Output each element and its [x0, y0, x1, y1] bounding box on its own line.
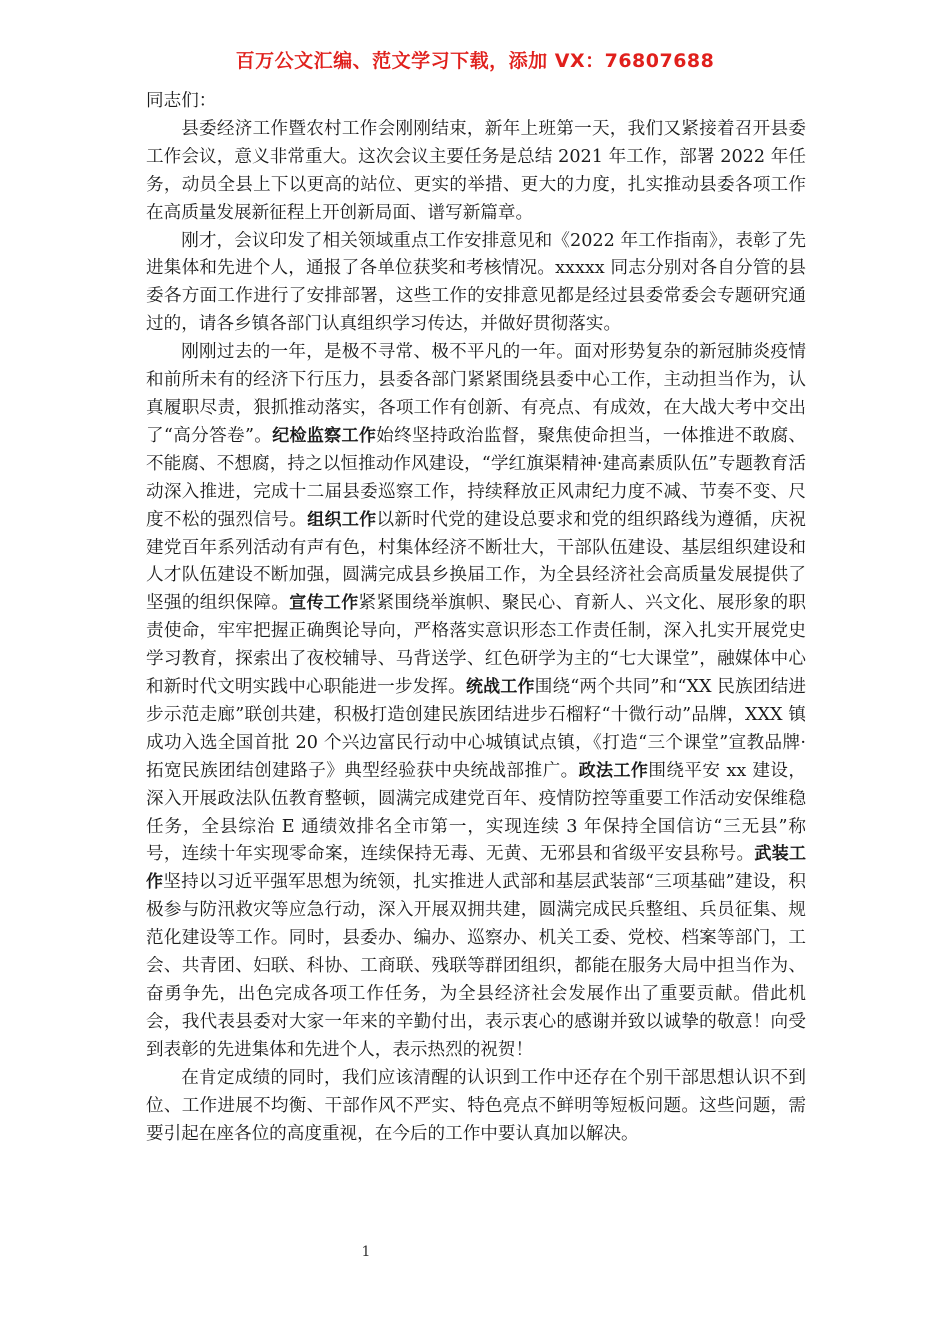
- promo-banner: 百万公文汇编、范文学习下载，添加 VX：76807688: [235, 50, 715, 72]
- paragraph-1: 县委经济工作暨农村工作会刚刚结束，新年上班第一天，我们又紧接着召开县委工作会议，意义非常重大。这次会议主要任务是总结 2021 年工作，部署 2022 年任务，动员全县上下以更高的站位、更实的举措、更大的力度，扎实推动县委各项工作在高质量发展新征程上开创新局面、谱写新篇章。: [146, 118, 806, 223]
- paragraph-3-intro: 刚刚过去的一年，是极不寻常、极不平凡的一年。面对形势复杂的新冠肺炎疫情和前所未有的经济下行压力，县委各部门紧紧围绕县委中心工作，主动担当作为，认真履职尽责，狠抓推动落实，各项工作有创新、有亮点、有成效，在大战大考中交出了“高分答卷”。: [146, 342, 806, 446]
- heading-organization: 组织工作: [307, 509, 377, 530]
- text-organization: 以新时代党的建设总要求和党的组织路线为遵循，庆祝建党百年系列活动有声有色，村集体经济不断壮大，干部队伍建设、基层组织建设和人才队伍建设不断加强，圆满完成县乡换届工作，为全县经济社会高质量发展提供了坚强的组织保障。: [146, 509, 806, 614]
- paragraph-3: [146, 339, 806, 1065]
- text-political-legal: 围绕平安 xx 建设，深入开展政法队伍教育整顿，圆满完成建党百年、疫情防控等重要工作活动安保维稳任务，全县综治 E 通绩效排名全市第一，实现连续 3 年保持全国信访“三无县”称号，连续十年实现零命案，连续保持无毒、无黄、无邪县和省级平安县称号。: [146, 760, 807, 865]
- text-united-front: 围绕“两个共同”和“XX 民族团结进步示范走廊”联创共建，积极打造创建民族团结进步石榴籽“十微行动”品牌，XXX 镇成功入选全国首批 20 个兴边富民行动中心城镇试点镇，《打造“三个课堂”宣教品牌·拓宽民族团结创建路子》典型经验获中央统战部推广。: [146, 677, 806, 781]
- text-discipline-inspection: 始终坚持政治监督，聚焦使命担当，一体推进不敢腐、不能腐、不想腐，持之以恒推动作风建设，“学红旗渠精神·建高素质队伍”专题教育活动深入推进，完成十二届县委巡察工作，持续释放正风肃纪力度不减、节奏不变、尺度不松的强烈信号。: [146, 425, 806, 530]
- heading-discipline-inspection: 纪检监察工作: [272, 425, 377, 446]
- page-number: 1: [361, 1244, 371, 1260]
- paragraph-2: 刚才，会议印发了相关领域重点工作安排意见和《2022 年工作指南》，表彰了先进集体和先进个人，通报了各单位获奖和考核情况。xxxxx 同志分别对各自分管的县委各方面工作进行了安排部署，这些工作的安排意见都是经过县委常委会专题研究通过的，请各乡镇各部门认真组织学习传达，并做好贯彻落实。: [146, 230, 806, 335]
- document-body: [146, 88, 806, 1148]
- heading-armed-forces: 武装工作: [146, 844, 806, 893]
- paragraph-4: 在肯定成绩的同时，我们应该清醒的认识到工作中还存在个别干部思想认识不到位、工作进展不均衡、干部作风不严实、特色亮点不鲜明等短板问题。这些问题，需要引起在座各位的高度重视，在今后的工作中要认真加以解决。: [146, 1067, 806, 1144]
- heading-united-front: 统战工作: [465, 677, 535, 698]
- text-armed-forces: 坚持以习近平强军思想为统领，扎实推进人武部和基层武装部“三项基础”建设，积极参与防汛救灾等应急行动，深入开展双拥共建，圆满完成民兵整组、兵员征集、规范化建设等工作。同时，县委办、编办、巡察办、机关工委、党校、档案等部门，工会、共青团、妇联、科协、工商联、残联等群团组织，都能在服务大局中担当作为、奋勇争先，出色完成各项工作任务，为全县经济社会发展作出了重要贡献。借此机会，我代表县委对大家一年来的辛勤付出，表示衷心的感谢并致以诚挚的敬意！向受到表彰的先进集体和先进个人，表示热烈的祝贺！: [146, 872, 806, 1060]
- heading-political-legal: 政法工作: [578, 760, 649, 781]
- text-publicity: 紧紧围绕举旗帜、聚民心、育新人、兴文化、展形象的职责使命，牢牢把握正确舆论导向，严格落实意识形态工作责任制，深入扎实开展党史学习教育，探索出了夜校辅导、马背送学、红色研学为主的“七大课堂”，融媒体中心和新时代文明实践中心职能进一步发挥。: [146, 593, 806, 698]
- heading-publicity: 宣传工作: [289, 593, 359, 614]
- salutation: 同志们：: [146, 91, 217, 111]
